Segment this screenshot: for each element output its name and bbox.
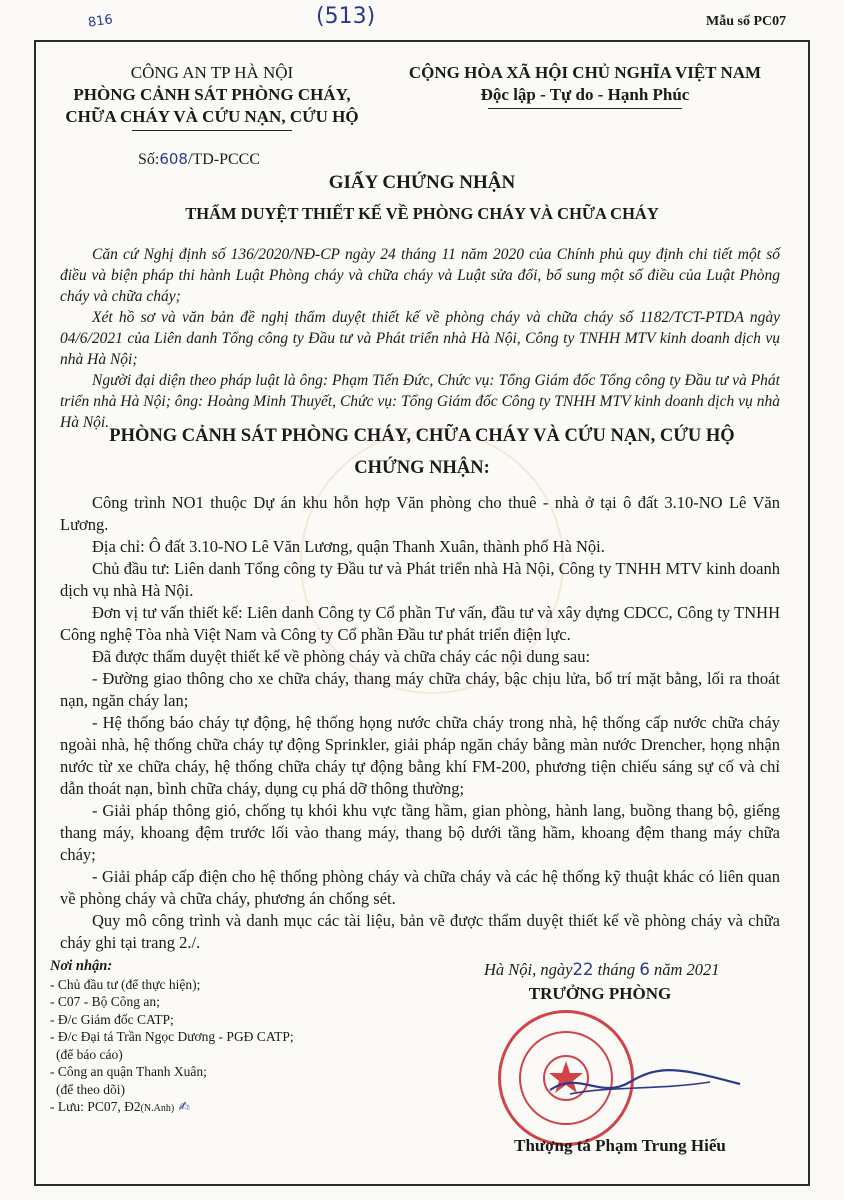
preamble-clause: Người đại diện theo pháp luật là ông: Phạm Tiến Đức, Chức vụ: Tổng Giám đốc Tổng công ty Đầu tư và Phát triển nhà Hà Nội; ông: Hoàng Minh Thuyết, Chức vụ: Tổng Giám đốc Công ty TNHH MTV kinh doanh dịch vụ nhà Hà Nội. — [60, 372, 780, 431]
document-number: Số:608/TD-PCCC — [138, 150, 260, 168]
nation-header — [380, 62, 790, 106]
recipients-title: Nơi nhận: — [50, 958, 113, 974]
handwritten-number: (513) — [316, 4, 376, 29]
nation-line-1: CỘNG HÒA XÃ HỘI CHỦ NGHĨA VIỆT NAM — [408, 63, 762, 82]
handwritten-file-mark: (N.Anh) — [140, 1103, 175, 1114]
preamble — [60, 244, 780, 433]
form-code: Mẫu số PC07 — [706, 14, 787, 29]
body-paragraph: - Hệ thống báo cháy tự động, hệ thống họng nước chữa cháy trong nhà, hệ thống cấp nước chữa cháy ngoài nhà, hệ thống chữa cháy tự động Sprinkler, giải pháp ngăn cháy bằng màn nước Drencher, họng nhận nước từ xe chữa cháy, hệ thống chữa cháy tự động bằng khí FM-200, phương tiện chiếu sáng sự cố và chỉ dẫn thoát nạn, bình chữa cháy, dụng cụ phá dỡ thông thường; — [60, 713, 780, 798]
recipient-note: (để báo cáo) — [56, 1046, 123, 1062]
initial-mark: ✍ — [174, 1099, 190, 1115]
agency-line-3: CHỮA CHÁY VÀ CỨU NẠN, CỨU HỘ — [65, 107, 359, 126]
agency-underline — [132, 130, 292, 131]
recipient-item: - Lưu: PC07, Đ2(N.Anh) ✍ — [50, 1099, 190, 1115]
handwritten-page-mark: 816 — [87, 12, 114, 31]
body-paragraph: - Giải pháp thông gió, chống tụ khói khu vực tầng hầm, gian phòng, hành lang, buồng thang bộ, giếng thang máy, khoang đệm trước lối vào thang máy, thang bộ dưới tầng hầm, khoang đệm thang máy chữa cháy; — [60, 801, 780, 864]
recipient-item: - Đ/c Giám đốc CATP; — [50, 1011, 174, 1027]
nation-underline — [488, 108, 682, 109]
agency-line-1: CÔNG AN TP HÀ NỘI — [130, 63, 294, 82]
signer-position: TRƯỞNG PHÒNG — [528, 984, 672, 1003]
body-paragraph: Địa chỉ: Ô đất 3.10-NO Lê Văn Lương, quận Thanh Xuân, thành phố Hà Nội. — [92, 537, 605, 556]
body-paragraph: Công trình NO1 thuộc Dự án khu hỗn hợp Văn phòng cho thuê - nhà ở tại ô đất 3.10-NO Lê Văn Lương. — [60, 493, 780, 534]
signature-icon — [540, 1060, 750, 1110]
preamble-clause: Xét hồ sơ và văn bản đề nghị thẩm duyệt thiết kế về phòng cháy và chữa cháy số 1182/TCT-PTDA ngày 04/6/2021 của Liên danh Tổng công ty Đầu tư và Phát triển nhà Hà Nội, Công ty TNHH MTV kinh doanh dịch vụ nhà Hà Nội; — [60, 309, 780, 368]
recipient-item: - Đ/c Đại tá Trần Ngọc Dương - PGĐ CATP; — [50, 1029, 294, 1044]
body-paragraph: Đơn vị tư vấn thiết kế: Liên danh Công ty Cổ phần Tư vấn, đầu tư và xây dựng CDCC, Công ty TNHH Công nghệ Tòa nhà Việt Nam và Công ty Cổ phần Đầu tư phát triển điện lực. — [60, 603, 780, 644]
document-title: GIẤY CHỨNG NHẬN — [328, 172, 516, 193]
preamble-clause: Căn cứ Nghị định số 136/2020/NĐ-CP ngày 24 tháng 11 năm 2020 của Chính phủ quy định chi tiết một số điều và biện pháp thi hành Luật Phòng cháy và chữa cháy và Luật sửa đổi, bổ sung một số điều của Luật Phòng cháy và chữa cháy; — [60, 246, 780, 305]
recipient-note: (để theo dõi) — [56, 1081, 125, 1097]
recipient-item: - C07 - Bộ Công an; — [50, 994, 160, 1009]
document-subtitle: THẨM DUYỆT THIẾT KẾ VỀ PHÒNG CHÁY VÀ CHỮA CHÁY — [185, 204, 659, 223]
signer-name: Thượng tá Phạm Trung Hiếu — [514, 1136, 726, 1155]
issuing-authority-heading: PHÒNG CẢNH SÁT PHÒNG CHÁY, CHỮA CHÁY VÀ CỨU NẠN, CỨU HỘ — [109, 426, 735, 446]
certificate-body — [60, 492, 780, 954]
body-paragraph: Chủ đầu tư: Liên danh Tổng công ty Đầu tư và Phát triển nhà Hà Nội, Công ty TNHH MTV kinh doanh dịch vụ nhà Hà Nội. — [60, 559, 780, 600]
handwritten-doc-no: 608 — [159, 150, 188, 168]
agency-line-2: PHÒNG CẢNH SÁT PHÒNG CHÁY, — [73, 85, 351, 104]
body-paragraph: - Đường giao thông cho xe chữa cháy, thang máy chữa cháy, bậc chịu lửa, bố trí mặt bằng, lối ra thoát nạn, ngăn cháy lan; — [60, 669, 780, 710]
nation-motto: Độc lập - Tự do - Hạnh Phúc — [480, 85, 690, 104]
body-paragraph: Quy mô công trình và danh mục các tài liệu, bản vẽ được thẩm duyệt thiết kế về phòng cháy và chữa cháy ghi tại trang 2./. — [60, 911, 780, 952]
body-paragraph: - Giải pháp cấp điện cho hệ thống phòng cháy và chữa cháy và các hệ thống kỹ thuật khác có liên quan về phòng cháy và chữa cháy, phương án chống sét. — [60, 867, 780, 908]
handwritten-day: 22 — [572, 960, 594, 979]
agency-header — [62, 62, 362, 128]
recipients-list — [50, 958, 294, 1118]
handwritten-month: 6 — [639, 960, 650, 979]
certifies-heading: CHỨNG NHẬN: — [354, 458, 490, 478]
issue-date: Hà Nội, ngày22 tháng 6 năm 2021 — [484, 960, 720, 979]
recipient-item: - Chủ đầu tư (để thực hiện); — [50, 976, 201, 992]
body-paragraph: Đã được thẩm duyệt thiết kế về phòng cháy và chữa cháy các nội dung sau: — [92, 647, 591, 666]
recipient-item: - Công an quận Thanh Xuân; — [50, 1064, 207, 1079]
